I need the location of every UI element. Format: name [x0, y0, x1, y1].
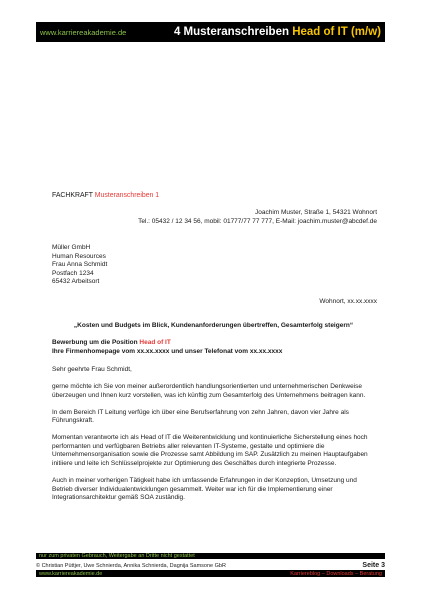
footer-notice: nur zum privaten Gebrauch, Weitergabe an Dritte nicht gestattet	[36, 553, 385, 559]
body-paragraph: Momentan verantworte ich als Head of IT die Weiterentwicklung und kontinuierliche Sicherstellung eines hoch performanten und verfügbaren Betriebs aller relevanten IT-Systeme, gestalte und optimiere die Unternehmensorganisation sowie die Prozesse samt Abbildung im SAP. Zusätzlich zu meinen Hauptaufgaben initiiere und leite ich Schlüsselprojekte zur Optimierung des Geschäftes durch integrierte Prozesse.	[52, 434, 368, 467]
fachkraft-label	[52, 192, 159, 201]
footer-copyright-row	[36, 562, 385, 569]
title-highlight: Head of IT (m/w)	[292, 26, 381, 38]
subject-line	[52, 339, 282, 348]
letter-date: Wohnort, xx.xx.xxxx	[319, 298, 377, 305]
subject-prefix: Bewerbung um die Position	[52, 339, 140, 346]
subject-highlight: Head of IT	[139, 339, 171, 346]
recipient-block	[52, 244, 107, 287]
body-paragraph: gerne möchte ich Sie von meiner außerordentlich handlungsorientierten und unternehmerischen Denkweise überzeugen und Ihnen kurz vorstellen, was ich künftig zum Gesamterfolg des Unternehmens beitragen kann.	[52, 382, 366, 399]
body-paragraph: In dem Bereich IT Leitung verfüge ich über eine Berufserfahrung von zehn Jahren, davon vier Jahre als Führungskraft.	[52, 408, 349, 425]
page-number: Seite 3	[362, 562, 385, 569]
recipient-line: 65432 Arbeitsort	[52, 278, 100, 286]
fachkraft-text: FACHKRAFT	[52, 192, 95, 199]
header-bar	[36, 22, 385, 42]
header-site-link[interactable]: www.karriereakademie.de	[40, 27, 127, 37]
salutation: Sehr geehrte Frau Schmidt,	[52, 366, 132, 373]
footer-site-link[interactable]: www.karriereakademie.de	[39, 570, 103, 577]
title-prefix: 4 Musteranschreiben	[173, 26, 293, 38]
document-title	[174, 26, 381, 38]
body-paragraph: Auch in meiner vorherigen Tätigkeit habe ich umfassende Erfahrungen in der Konzeption, Umsetzung und Betrieb diverser Individualentwicklungen gesammelt. Weiter war ich für die Implementierung einer Integrationsarchitektur gemäß SOA zuständig.	[52, 476, 357, 502]
sender-address: Joachim Muster, Straße 1, 54321 Wohnort	[255, 209, 377, 216]
footer-bar	[36, 570, 385, 577]
sender-contact: Tel.: 05432 / 12 34 56, mobil: 01777/77 77 777, E-Mail: joachim.muster@abcdef.de	[138, 217, 377, 225]
subject-reference: Ihre Firmenhomepage vom xx.xx.xxxx und unser Telefonat vom xx.xx.xxxx	[52, 347, 283, 355]
recipient-line: Frau Anna Schmidt	[52, 261, 108, 269]
fachkraft-sub: Musteranschreiben 1	[94, 192, 160, 199]
recipient-line: Postfach 1234	[52, 269, 94, 277]
letter-body	[52, 366, 377, 511]
sender-block	[138, 209, 377, 226]
footer-copyright: © Christian Püttjer, Uwe Schnierda, Annika Schnierda, Dagnija Samsone GbR	[36, 562, 226, 569]
subject-block	[52, 339, 282, 356]
recipient-line: Human Resources	[52, 252, 106, 260]
footer-links[interactable]: Karriereblog – Downloads – Beratung	[290, 570, 382, 577]
recipient-line: Müller GmbH	[52, 244, 91, 251]
letter-headline: „Kosten und Budgets im Blick, Kundenanforderungen übertreffen, Gesamterfolg steigern“	[73, 322, 354, 329]
